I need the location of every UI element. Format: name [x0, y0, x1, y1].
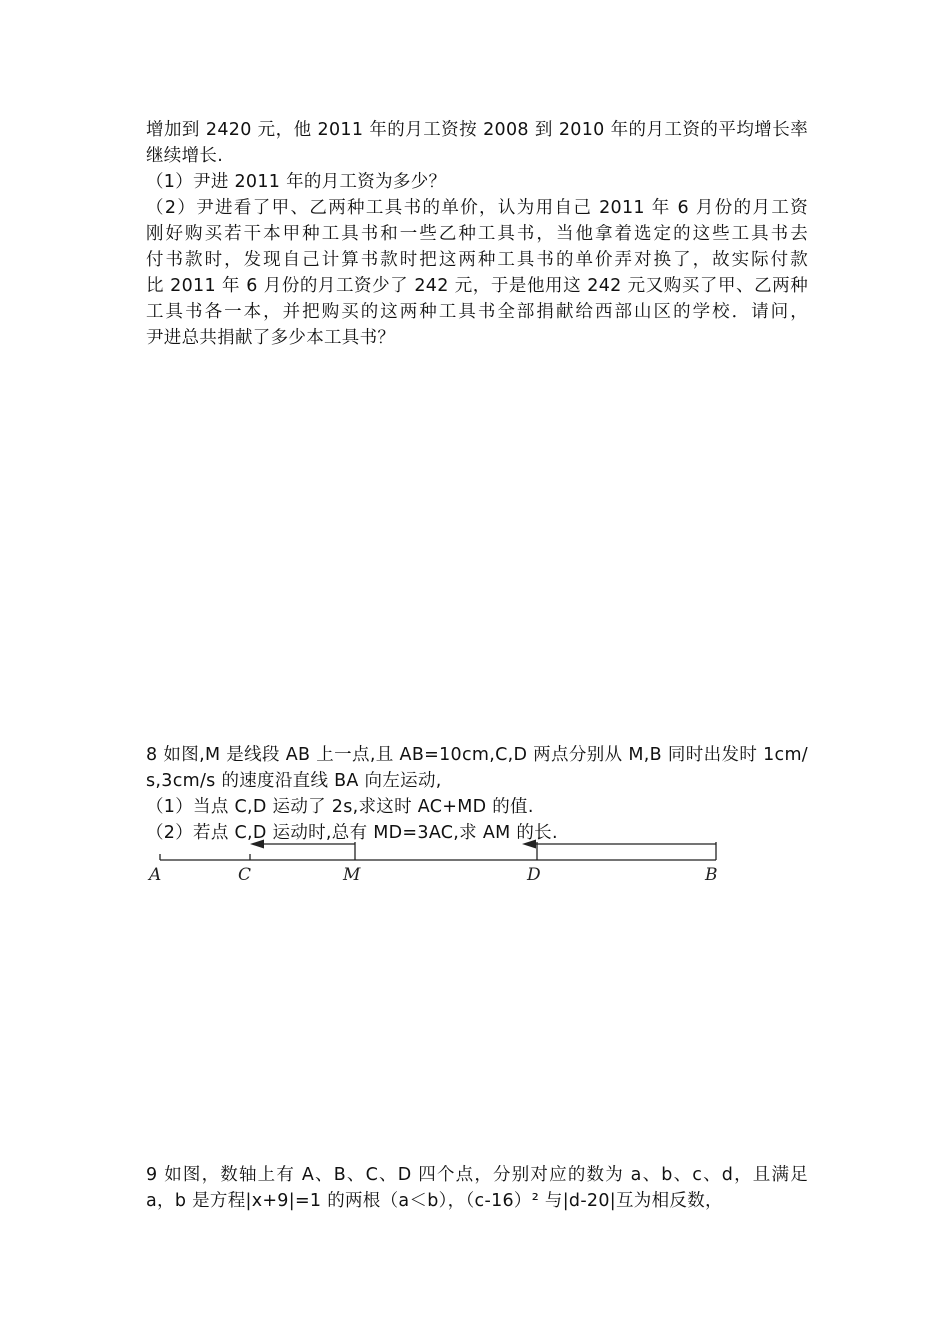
label-a: A: [149, 865, 162, 885]
problem9-line1: 9 如图，数轴上有 A、B、C、D 四个点，分别对应的数为 a、b、c、d，且满足: [146, 1165, 808, 1185]
problem9-line2: a，b 是方程|x+9|=1 的两根（a＜b），（c-16）² 与|d-20|互为相反数，: [146, 1191, 723, 1211]
problem8-line2: s,3cm/s 的速度沿直线 BA 向左运动,: [146, 771, 442, 791]
problem8-line1: 8 如图,M 是线段 AB 上一点,且 AB=10cm,C,D 两点分别从 M,B 同时出发时 1cm/: [146, 745, 808, 765]
label-m: M: [343, 865, 361, 885]
problem7-question2-line2: 刚好购买若干本甲种工具书和一些乙种工具书，当他拿着选定的这些工具书去: [146, 224, 808, 244]
arrowhead-d: [522, 840, 536, 849]
problem7-line1: 增加到 2420 元，他 2011 年的月工资按 2008 到 2010 年的月工资的平均增长率: [146, 120, 808, 140]
problem7-question1: （1）尹进 2011 年的月工资为多少？: [146, 172, 447, 192]
problem8-question1: （1）当点 C,D 运动了 2s,求这时 AC+MD 的值.: [146, 797, 534, 817]
problem7-question2-line5: 工具书各一本，并把购买的这两种工具书全部捐献给西部山区的学校．请问，: [146, 302, 808, 322]
label-c: C: [238, 865, 252, 885]
problem7-question2-line6: 尹进总共捐献了多少本工具书？: [146, 328, 396, 348]
label-d: D: [527, 865, 541, 885]
problem7-question2-line4: 比 2011 年 6 月份的月工资少了 242 元，于是他用这 242 元又购买了甲、乙两种: [146, 276, 808, 296]
label-b: B: [705, 865, 718, 885]
problem7-question2-line3: 付书款时，发现自己计算书款时把这两种工具书的单价弄对换了，故实际付款: [146, 250, 808, 270]
segment-diagram: [140, 836, 740, 888]
problem7-question2-line1: （2）尹进看了甲、乙两种工具书的单价，认为用自己 2011 年 6 月份的月工资: [146, 198, 808, 218]
arrowhead-c: [250, 840, 264, 849]
problem8-question2: （2）若点 C,D 运动时,总有 MD=3AC,求 AM 的长.: [146, 823, 558, 843]
problem7-line2: 继续增长.: [146, 146, 224, 166]
